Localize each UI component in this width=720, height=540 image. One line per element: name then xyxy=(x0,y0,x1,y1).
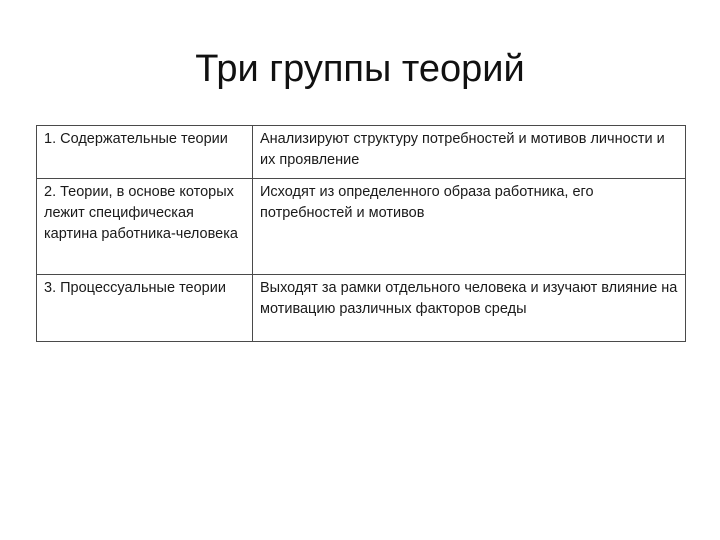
theory-group-cell: 2. Теории, в основе которых лежит специфическая картина работника-человека xyxy=(37,179,253,275)
theory-description-cell: Анализируют структуру потребностей и мотивов личности и их проявление xyxy=(253,126,686,179)
theory-groups-table xyxy=(36,125,686,342)
theory-group-cell: 3. Процессуальные теории xyxy=(37,275,253,342)
theory-description-cell: Исходят из определенного образа работника, его потребностей и мотивов xyxy=(253,179,686,275)
table-row xyxy=(37,275,686,342)
table-row xyxy=(37,126,686,179)
slide-title: Три группы теорий xyxy=(195,48,525,90)
theory-group-cell: 1. Содержательные теории xyxy=(37,126,253,179)
table-row xyxy=(37,179,686,275)
theory-description-cell: Выходят за рамки отдельного человека и изучают влияние на мотивацию различных факторов среды xyxy=(253,275,686,342)
